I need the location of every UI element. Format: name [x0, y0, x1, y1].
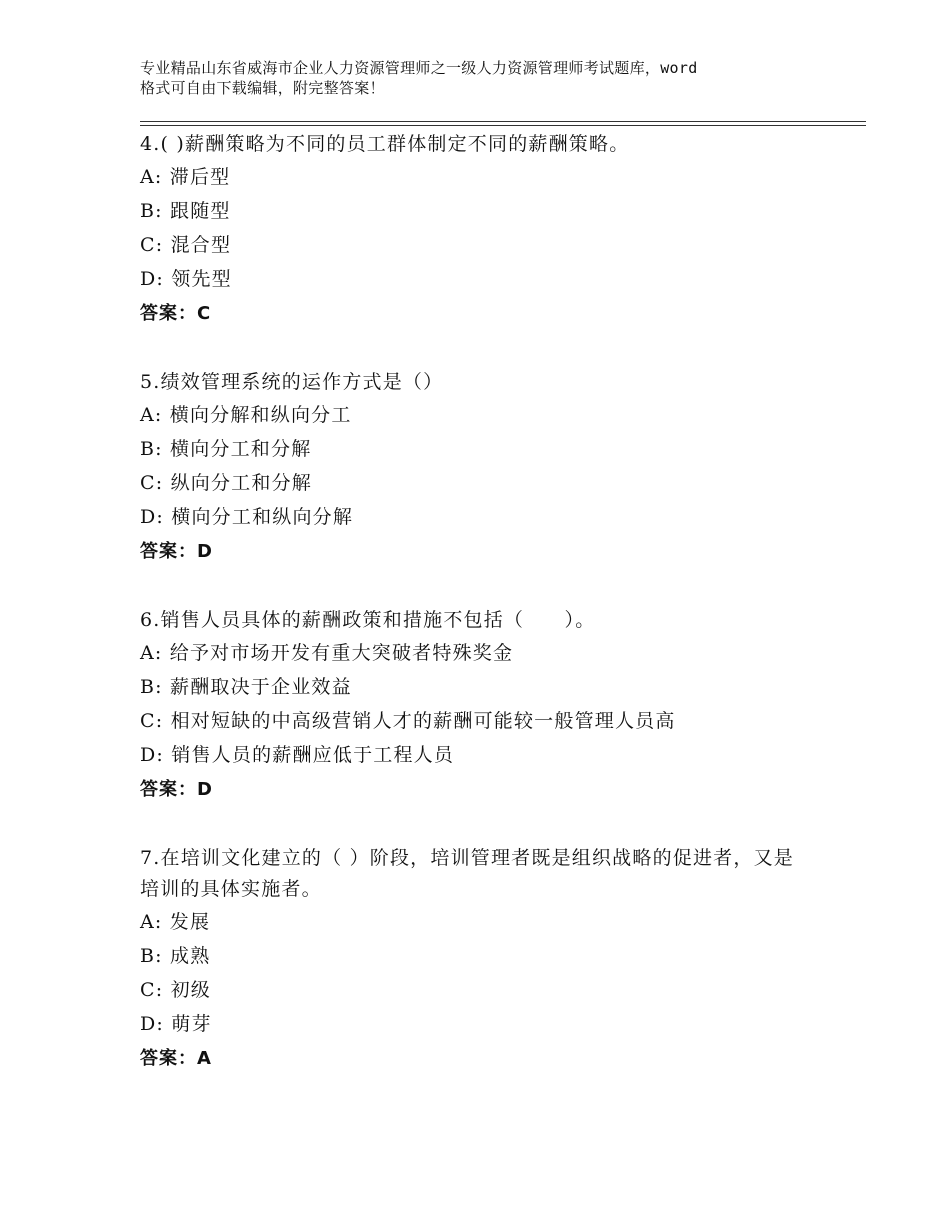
question-6: [140, 605, 866, 808]
question-5-text: 5.绩效管理系统的运作方式是（）: [140, 371, 444, 393]
question-4: [140, 128, 866, 332]
question-7: [140, 843, 866, 1077]
document-header: [140, 58, 840, 98]
question-7-option-b: B: 成熟: [140, 945, 211, 967]
question-4-option-c: C: 混合型: [140, 234, 232, 256]
question-7-answer: 答案：A: [140, 1048, 212, 1069]
spacer: [140, 332, 866, 367]
header-rule-bottom: [140, 125, 866, 126]
header-line-2: 格式可自由下载编辑，附完整答案！: [140, 79, 385, 97]
question-4-option-a: A: 滞后型: [140, 166, 231, 188]
question-7-option-c: C: 初级: [140, 979, 211, 1001]
question-4-option-d: D: 领先型: [140, 268, 232, 290]
question-6-answer: 答案：D: [140, 779, 213, 800]
question-7-text: 7.在培训文化建立的（ ）阶段，培训管理者既是组织战略的促进者，又是培训的具体实施者。: [140, 847, 794, 900]
question-6-option-d: D: 销售人员的薪酬应低于工程人员: [140, 744, 455, 766]
question-6-option-b: B: 薪酬取决于企业效益: [140, 676, 352, 698]
spacer: [140, 808, 866, 843]
question-7-option-d: D: 萌芽: [140, 1013, 212, 1035]
question-4-answer: 答案：C: [140, 303, 212, 324]
question-4-text: 4.( )薪酬策略为不同的员工群体制定不同的薪酬策略。: [140, 133, 630, 155]
question-list: [140, 128, 866, 1077]
question-5-option-d: D: 横向分工和纵向分解: [140, 506, 354, 528]
question-4-option-b: B: 跟随型: [140, 200, 231, 222]
question-5: [140, 367, 866, 570]
header-rule-top: [140, 121, 866, 122]
spacer: [140, 570, 866, 605]
question-6-option-a: A: 给予对市场开发有重大突破者特殊奖金: [140, 642, 514, 664]
question-5-option-b: B: 横向分工和分解: [140, 438, 312, 460]
question-5-answer: 答案：D: [140, 541, 213, 562]
question-6-text: 6.销售人员具体的薪酬政策和措施不包括（ ）。: [140, 609, 596, 631]
header-line-1: 专业精品山东省威海市企业人力资源管理师之一级人力资源管理师考试题库，word: [140, 59, 698, 77]
question-6-option-c: C: 相对短缺的中高级营销人才的薪酬可能较一般管理人员高: [140, 710, 676, 732]
question-7-option-a: A: 发展: [140, 911, 211, 933]
question-5-option-a: A: 横向分解和纵向分工: [140, 404, 352, 426]
question-5-option-c: C: 纵向分工和分解: [140, 472, 312, 494]
